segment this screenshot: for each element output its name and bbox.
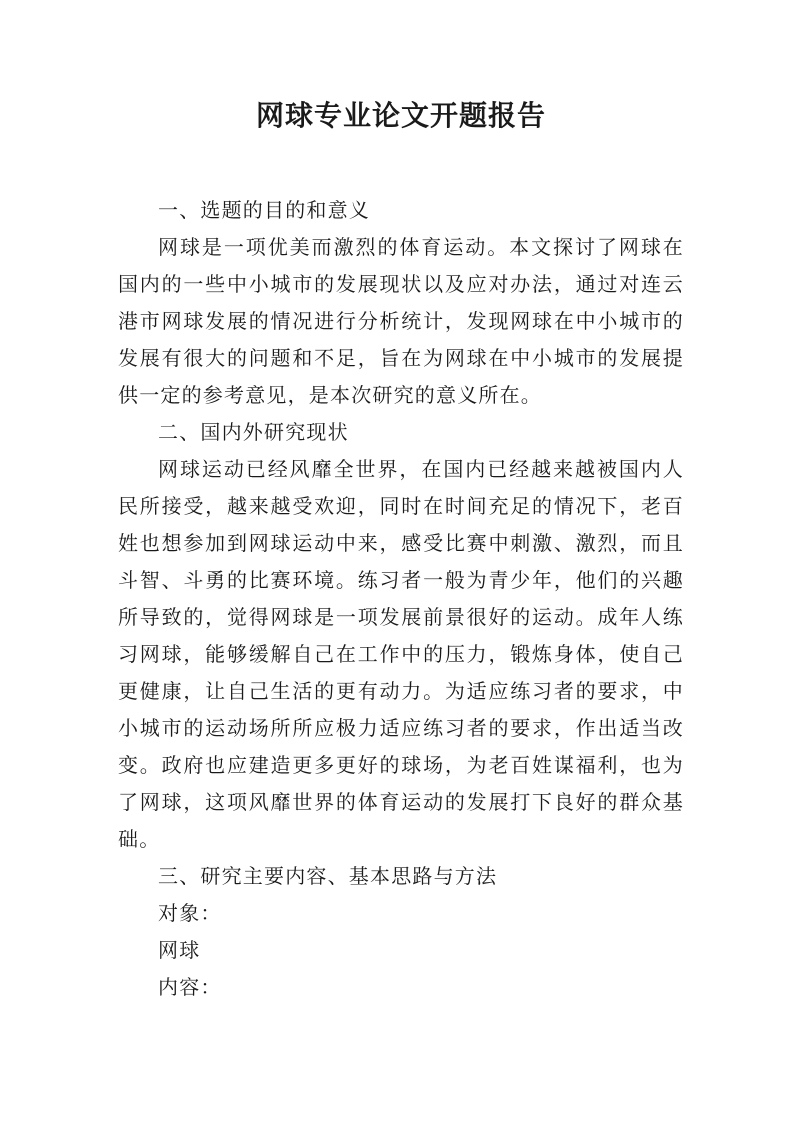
section-heading-research-status: 二、国内外研究现状 (158, 420, 349, 444)
value-object: 网球 (158, 938, 201, 962)
label-object: 对象： (158, 901, 222, 925)
section-heading-content-method: 三、研究主要内容、基本思路与方法 (158, 864, 498, 888)
document-body (118, 192, 684, 1006)
paragraph-purpose: 网球是一项优美而激烈的体育运动。本文探讨了网球在国内的一些中小城市的发展现状以及应对办法，通过对连云港市网球发展的情况进行分析统计，发现网球在中小城市的发展有很大的问题和不足，旨在为网球在中小城市的发展提供一定的参考意见，是本次研究的意义所在。 (118, 235, 684, 407)
document-title: 网球专业论文开题报告 (255, 99, 546, 132)
section-heading-purpose: 一、选题的目的和意义 (158, 198, 370, 222)
label-content: 内容： (158, 975, 222, 999)
document-page (118, 96, 684, 1006)
paragraph-research-status: 网球运动已经风靡全世界，在国内已经越来越被国内人民所接受，越来越受欢迎，同时在时间充足的情况下，老百姓也想参加到网球运动中来，感受比赛中刺激、激烈，而且斗智、斗勇的比赛环境。练习者一般为青少年，他们的兴趣所导致的，觉得网球是一项发展前景很好的运动。成年人练习网球，能够缓解自己在工作中的压力，锻炼身体，使自己更健康，让自己生活的更有动力。为适应练习者的要求，中小城市的运动场所所应极力适应练习者的要求，作出适当改变。政府也应建造更多更好的球场，为老百姓谋福利，也为了网球，这项风靡世界的体育运动的发展打下良好的群众基础。 (118, 457, 684, 851)
